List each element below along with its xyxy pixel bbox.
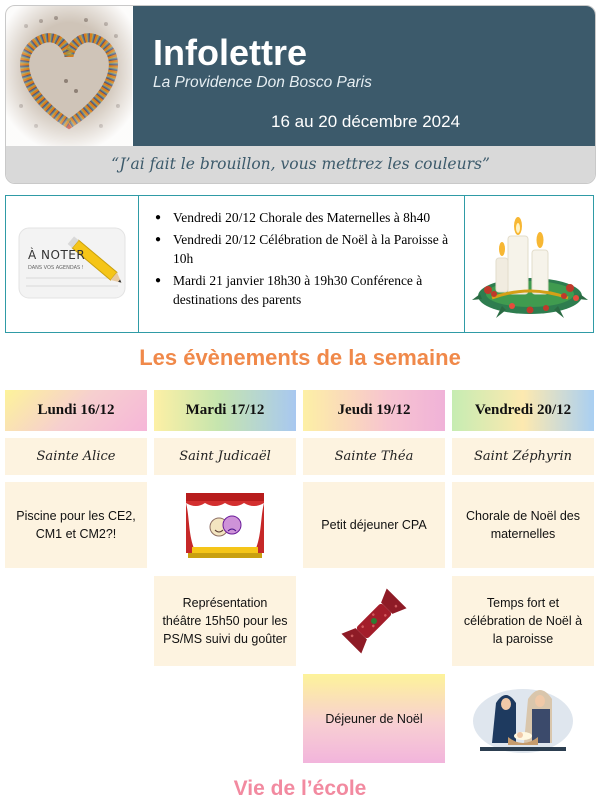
event-piscine: Piscine pour les CE2, CM1 et CM2?! (5, 482, 147, 568)
events-section-title: Les évènements de la semaine (139, 345, 461, 370)
date-range: 16 au 20 décembre 2024 (271, 112, 461, 131)
title-panel (133, 6, 595, 146)
event-theatre: Représentation théâtre 15h50 pour les PS/MS suivi du goûter (154, 576, 296, 666)
theatre-stage-icon (182, 489, 268, 561)
candles-icon (472, 206, 588, 324)
saint-lundi: Sainte Alice (5, 438, 147, 475)
school-name: La Providence Don Bosco Paris (153, 74, 372, 91)
day-header-mardi: Mardi 17/12 (154, 390, 296, 431)
notes-list (153, 208, 463, 312)
event-dejeuner-noel: Déjeuner de Noël (303, 674, 445, 763)
day-header-jeudi: Jeudi 19/12 (303, 390, 445, 431)
christmas-cracker-icon (334, 586, 414, 656)
cracker-image (303, 576, 445, 666)
event-celebration: Temps fort et célébration de Noël à la paroisse (452, 576, 594, 666)
list-item: ● Vendredi 20/12 Chorale des Maternelles à 8h40 (153, 208, 463, 227)
nativity-icon (470, 679, 576, 759)
advent-candles-image (472, 206, 588, 324)
saint-vendredi: Saint Zéphyrin (452, 438, 594, 475)
saint-mardi: Saint Judicaël (154, 438, 296, 475)
notes-box (5, 195, 594, 333)
note-pencil-icon (18, 226, 128, 302)
heart-crowd-photo (6, 6, 132, 146)
list-item: ● Mardi 21 janvier 18h30 à 19h30 Conférence à destinations des parents (153, 271, 463, 309)
event-chorale: Chorale de Noël des maternelles (452, 482, 594, 568)
page-title: Infolettre (153, 32, 308, 73)
sticker-subtitle: DANS VOS AGENDAS ! (28, 265, 84, 271)
saint-jeudi: Sainte Théa (303, 438, 445, 475)
school-life-title: Vie de l’école (233, 777, 367, 800)
day-header-lundi: Lundi 16/12 (5, 390, 147, 431)
heart-shape-image (6, 6, 132, 146)
column-divider (464, 196, 465, 332)
sticker-title: À NOTER (28, 248, 86, 262)
column-divider (138, 196, 139, 332)
list-item: ● Vendredi 20/12 Célébration de Noël à la Paroisse à 10h (153, 230, 463, 268)
newsletter-header (5, 5, 596, 184)
nativity-image (452, 674, 594, 763)
event-petit-dejeuner: Petit déjeuner CPA (303, 482, 445, 568)
header-quote: “J’ai fait le brouillon, vous mettrez les couleurs” (111, 155, 490, 173)
theatre-image (154, 482, 296, 568)
a-noter-sticker (18, 226, 128, 302)
quote-bar (6, 146, 595, 183)
day-header-vendredi: Vendredi 20/12 (452, 390, 594, 431)
